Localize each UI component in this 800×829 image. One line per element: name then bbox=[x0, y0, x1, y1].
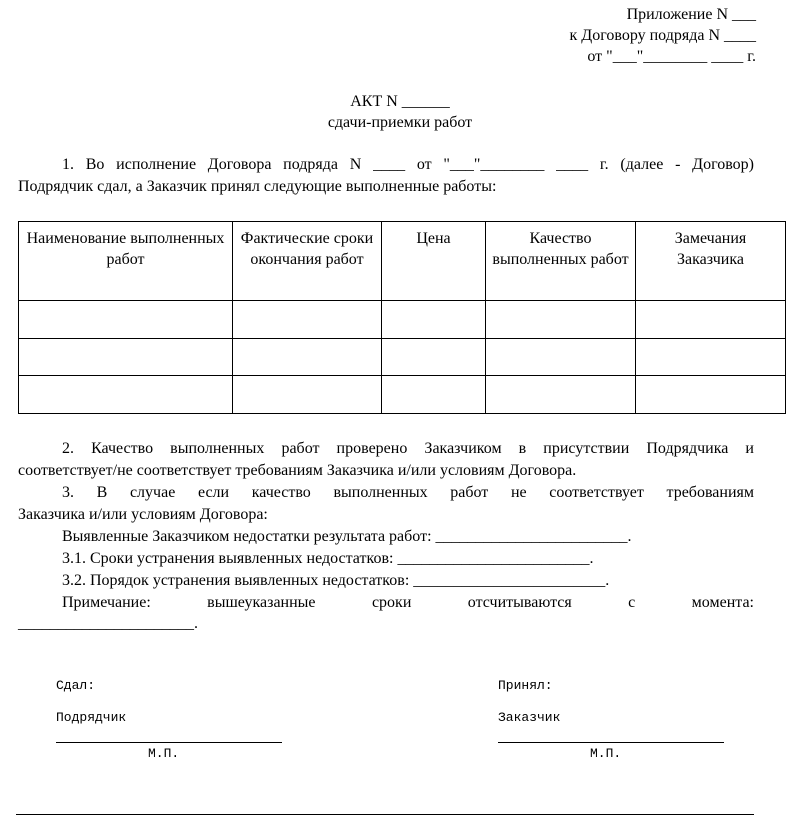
header-work-name: Наименование выполненных работ bbox=[19, 222, 233, 301]
act-title-block bbox=[0, 91, 800, 133]
table-cell bbox=[486, 376, 636, 414]
table-cell bbox=[19, 301, 233, 339]
note-line-2: ______________________. bbox=[18, 615, 198, 632]
table-cell bbox=[233, 301, 382, 339]
table-cell bbox=[486, 338, 636, 376]
paragraph-3-1: 3.1. Сроки устранения выявленных недостатков: ________________________. bbox=[62, 550, 594, 567]
table-row bbox=[19, 338, 786, 376]
table-cell bbox=[19, 338, 233, 376]
paragraph-2-line-1: 2. Качество выполненных работ проверено Заказчиком в присутствии Подрядчика и bbox=[62, 440, 754, 457]
right-stamp: М.П. bbox=[590, 746, 622, 761]
paragraph-2-line-2: соответствует/не соответствует требованиям Заказчика и/или условиям Договора. bbox=[18, 462, 577, 479]
table-cell bbox=[382, 376, 486, 414]
table-cell bbox=[382, 338, 486, 376]
table-cell bbox=[19, 376, 233, 414]
header-completion-dates: Фактические сроки окончания работ bbox=[233, 222, 382, 301]
appendix-number: Приложение N ___ bbox=[626, 6, 756, 23]
table-cell bbox=[636, 338, 786, 376]
header-quality: Качество выполненных работ bbox=[486, 222, 636, 301]
table-cell bbox=[636, 301, 786, 339]
appendix-header bbox=[570, 4, 756, 67]
table-cell bbox=[382, 301, 486, 339]
paragraph-1-line-1: 1. Во исполнение Договора подряда N ____ от "___"________ ____ г. (далее - Договор) bbox=[62, 156, 754, 173]
note-line-1: Примечание: вышеуказанные сроки отсчитываются с момента: bbox=[62, 594, 754, 611]
left-signature-party: Подрядчик bbox=[56, 710, 127, 725]
paragraph-3-line-2: Заказчика и/или условиям Договора: bbox=[18, 506, 268, 523]
table-cell bbox=[233, 376, 382, 414]
paragraph-3-line-1: 3. В случае если качество выполненных работ не соответствует требованиям bbox=[62, 484, 754, 501]
footer-divider bbox=[16, 814, 754, 815]
works-table bbox=[18, 221, 786, 414]
paragraph-3-2: 3.2. Порядок устранения выявленных недостатков: ________________________. bbox=[62, 572, 610, 589]
right-signature-line bbox=[498, 742, 724, 743]
left-signature-line bbox=[56, 742, 282, 743]
right-signature-label: Принял: bbox=[498, 678, 553, 693]
appendix-contract-ref: к Договору подряда N ____ bbox=[569, 27, 756, 44]
left-stamp: М.П. bbox=[148, 746, 180, 761]
act-title: АКТ N ______ bbox=[350, 93, 450, 110]
header-price: Цена bbox=[382, 222, 486, 301]
table-row bbox=[19, 301, 786, 339]
paragraph-3-defects: Выявленные Заказчиком недостатки результата работ: ________________________. bbox=[62, 528, 632, 545]
right-signature-party: Заказчик bbox=[498, 710, 561, 725]
table-cell bbox=[233, 338, 382, 376]
table-cell bbox=[636, 376, 786, 414]
left-signature-label: Сдал: bbox=[56, 678, 96, 693]
table-row bbox=[19, 376, 786, 414]
appendix-date: от "___"________ ____ г. bbox=[587, 48, 756, 65]
header-remarks: Замечания Заказчика bbox=[636, 222, 786, 301]
table-header-row bbox=[19, 222, 786, 301]
act-subtitle: сдачи-приемки работ bbox=[327, 114, 473, 131]
table-cell bbox=[486, 301, 636, 339]
paragraph-1-line-2: Подрядчик сдал, а Заказчик принял следующие выполненные работы: bbox=[18, 178, 497, 195]
